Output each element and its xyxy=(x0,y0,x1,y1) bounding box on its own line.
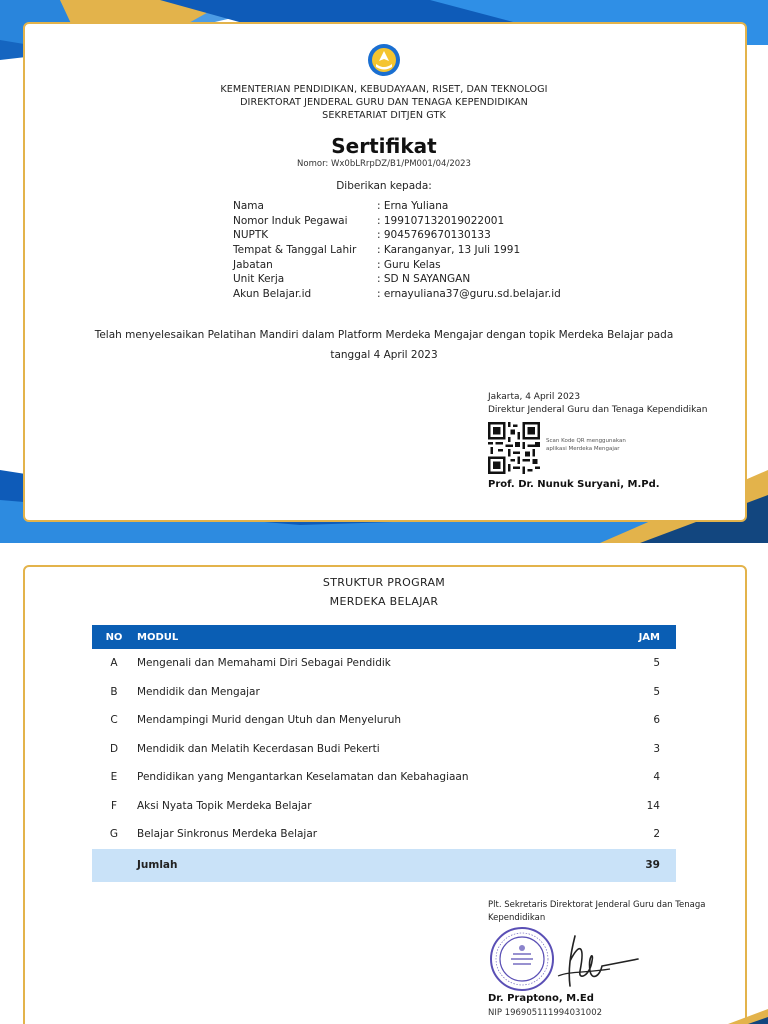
signer2-name: Dr. Praptono, M.Ed xyxy=(488,993,594,1004)
qr-note-line-1: Scan Kode QR menggunakan xyxy=(546,438,626,444)
total-label: Jumlah xyxy=(136,849,599,882)
header-no: NO xyxy=(92,625,136,649)
signer2-title-line-2: Kependidikan xyxy=(488,913,546,923)
table-row xyxy=(92,820,676,849)
row-jam: 14 xyxy=(646,799,660,812)
structure-page xyxy=(0,543,768,1024)
qr-note-line-2: aplikasi Merdeka Mengajar xyxy=(546,446,620,452)
row-jam: 5 xyxy=(653,685,660,698)
row-no: B xyxy=(110,685,118,698)
row-jam: 6 xyxy=(653,714,660,727)
row-no: F xyxy=(110,799,118,812)
row-modul: Mengenali dan Memahami Diri Sebagai Pendidik xyxy=(137,657,391,670)
ministry-line: KEMENTERIAN PENDIDIKAN, KEBUDAYAAN, RISET, DAN TEKNOLOGI xyxy=(220,84,548,95)
table-row xyxy=(92,678,676,707)
field-value-akun: : ernayuliana37@guru.sd.belajar.id xyxy=(377,288,561,300)
qr-code-icon xyxy=(488,422,540,474)
row-no: G xyxy=(109,828,119,841)
module-table xyxy=(92,625,676,882)
place-date: Jakarta, 4 April 2023 xyxy=(488,392,581,402)
row-no: D xyxy=(109,742,119,755)
tut-wuri-handayani-logo xyxy=(367,43,401,77)
header-modul: MODUL xyxy=(136,625,599,649)
table-total-row xyxy=(92,849,676,882)
row-modul: Mendidik dan Mengajar xyxy=(137,685,260,698)
field-value-nama: : Erna Yuliana xyxy=(377,200,449,212)
row-modul: Aksi Nyata Topik Merdeka Belajar xyxy=(137,799,312,812)
row-modul: Belajar Sinkronus Merdeka Belajar xyxy=(137,828,318,841)
header-jam: JAM xyxy=(599,625,676,649)
completion-line-1: Telah menyelesaikan Pelatihan Mandiri dalam Platform Merdeka Mengajar dengan topik Merdeka Belajar pada xyxy=(94,329,674,341)
table-row xyxy=(92,792,676,821)
field-label-nip: Nomor Induk Pegawai xyxy=(233,215,348,227)
field-label-nuptk: NUPTK xyxy=(233,229,269,241)
row-modul: Pendidikan yang Mengantarkan Keselamatan dan Kebahagiaan xyxy=(137,771,469,784)
field-label-jabatan: Jabatan xyxy=(233,259,273,271)
table-row xyxy=(92,649,676,678)
certificate-number: Nomor: Wx0bLRrpDZ/B1/PM001/04/2023 xyxy=(297,159,471,169)
row-no: C xyxy=(110,714,118,727)
handwritten-signature-icon xyxy=(540,931,640,993)
row-jam: 5 xyxy=(653,657,660,670)
field-label-unit: Unit Kerja xyxy=(233,273,285,285)
structure-subtitle: MERDEKA BELAJAR xyxy=(329,595,439,608)
signer-name: Prof. Dr. Nunuk Suryani, M.Pd. xyxy=(488,479,660,490)
field-value-unit: : SD N SAYANGAN xyxy=(377,273,471,285)
row-modul: Mendidik dan Melatih Kecerdasan Budi Pekerti xyxy=(137,742,380,755)
row-no: E xyxy=(110,771,118,784)
completion-line-2: tanggal 4 April 2023 xyxy=(330,349,438,361)
table-row xyxy=(92,706,676,735)
signer2-nip: NIP 196905111994031002 xyxy=(488,1008,603,1018)
row-jam: 3 xyxy=(653,742,660,755)
table-row xyxy=(92,735,676,764)
signer2-title-line-1: Plt. Sekretaris Direktorat Jenderal Guru dan Tenaga xyxy=(488,900,706,910)
row-jam: 4 xyxy=(653,771,660,784)
row-jam: 2 xyxy=(653,828,660,841)
field-value-nip: : 199107132019022001 xyxy=(377,215,505,227)
certificate-title: Sertifikat xyxy=(331,134,437,158)
row-modul: Mendampingi Murid dengan Utuh dan Menyeluruh xyxy=(137,714,402,727)
field-label-birth: Tempat & Tanggal Lahir xyxy=(233,244,357,256)
total-no-cell xyxy=(92,849,136,882)
table-row xyxy=(92,763,676,792)
total-value: 39 xyxy=(599,849,676,882)
field-label-akun: Akun Belajar.id xyxy=(233,288,312,300)
field-value-nuptk: : 9045769670130133 xyxy=(377,229,491,241)
given-to-label: Diberikan kepada: xyxy=(336,180,432,192)
secretariat-line: SEKRETARIAT DITJEN GTK xyxy=(322,110,446,121)
field-label-nama: Nama xyxy=(233,200,264,212)
table-header-row xyxy=(92,625,676,649)
directorate-line: DIREKTORAT JENDERAL GURU DAN TENAGA KEPENDIDIKAN xyxy=(240,97,528,108)
field-value-birth: : Karanganyar, 13 Juli 1991 xyxy=(377,244,521,256)
field-value-jabatan: : Guru Kelas xyxy=(377,259,441,271)
signer-title: Direktur Jenderal Guru dan Tenaga Kependidikan xyxy=(488,405,708,415)
row-no: A xyxy=(110,657,118,670)
structure-title: STRUKTUR PROGRAM xyxy=(322,576,446,589)
completion-statement xyxy=(60,325,708,365)
